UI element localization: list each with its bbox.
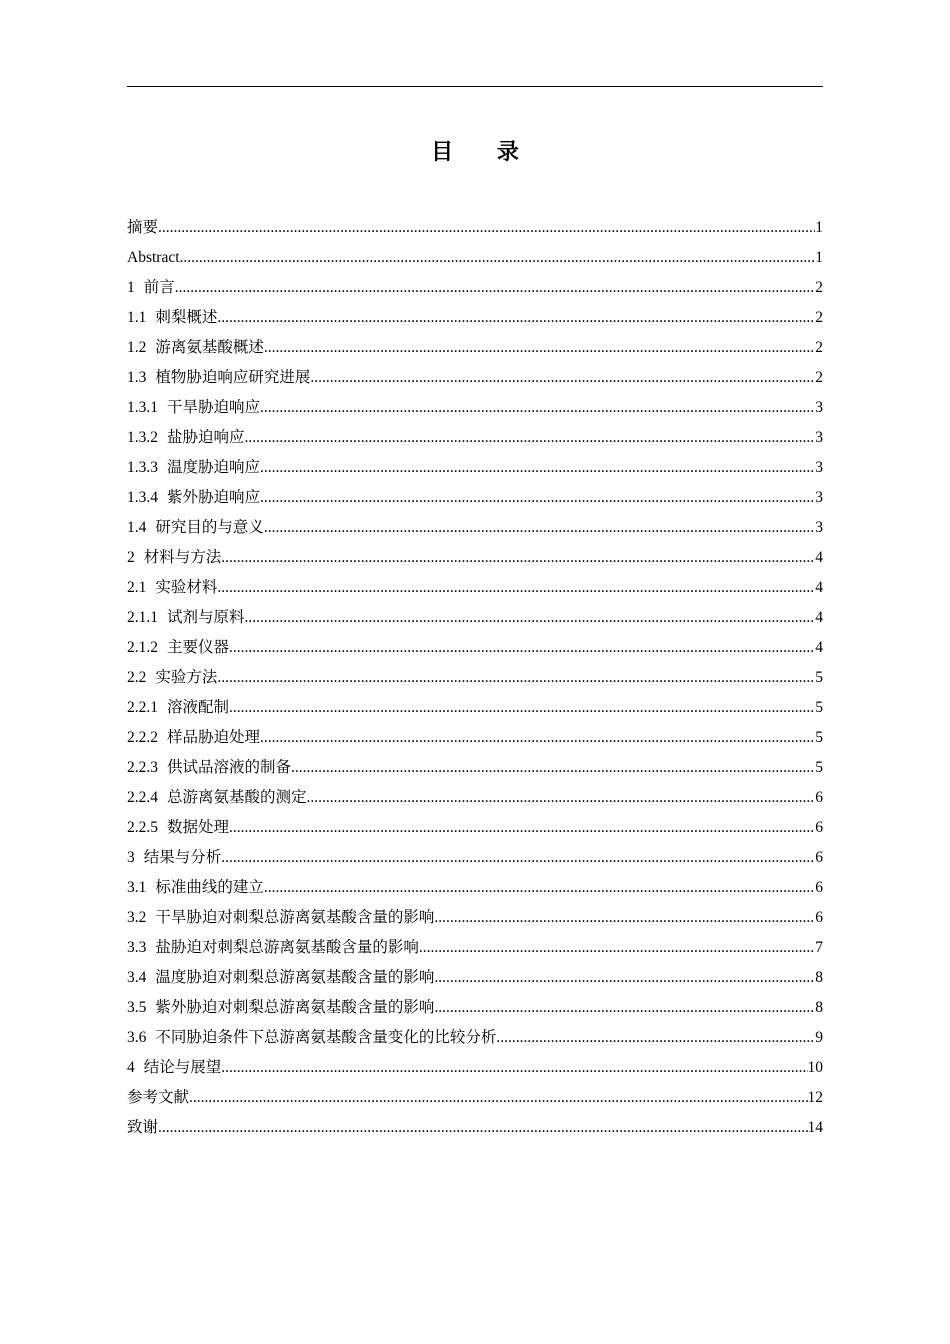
toc-entry-label — [127, 518, 264, 538]
toc-page-number: 6 — [815, 849, 823, 866]
toc-dot-leader — [221, 548, 815, 568]
toc-entry[interactable] — [127, 750, 823, 780]
toc-dot-leader — [307, 788, 816, 808]
toc-page-number: 3 — [815, 429, 823, 446]
table-of-contents — [127, 210, 823, 1140]
toc-section-number: 3.5 — [127, 999, 147, 1016]
toc-section-title: 结论与展望 — [143, 1059, 222, 1076]
toc-dot-leader — [264, 878, 815, 898]
toc-dot-leader — [434, 968, 815, 988]
toc-section-title: 游离氨基酸概述 — [155, 339, 264, 356]
toc-page-number: 8 — [815, 999, 823, 1016]
toc-entry-label — [127, 758, 291, 778]
toc-entry[interactable] — [127, 330, 823, 360]
toc-section-number: 2 — [127, 549, 135, 566]
toc-entry[interactable] — [127, 390, 823, 420]
toc-entry-label — [127, 278, 175, 298]
toc-page-number: 5 — [815, 729, 823, 746]
toc-entry-label — [127, 1118, 158, 1138]
toc-dot-leader — [291, 758, 815, 778]
toc-entry-label — [127, 368, 310, 388]
toc-dot-leader — [217, 578, 815, 598]
toc-dot-leader — [260, 728, 815, 748]
toc-section-number: 4 — [127, 1059, 135, 1076]
toc-entry[interactable] — [127, 300, 823, 330]
toc-section-title: 干旱胁迫对刺梨总游离氨基酸含量的影响 — [155, 909, 435, 926]
toc-page-number: 2 — [815, 279, 823, 296]
toc-entry-label — [127, 638, 229, 658]
toc-section-title: 材料与方法 — [143, 549, 222, 566]
toc-dot-leader — [434, 908, 815, 928]
toc-entry[interactable] — [127, 360, 823, 390]
toc-section-title: 数据处理 — [167, 819, 230, 836]
toc-entry[interactable] — [127, 420, 823, 450]
toc-section-number: 3.4 — [127, 969, 147, 986]
toc-dot-leader — [221, 848, 815, 868]
toc-entry-label — [127, 578, 217, 598]
toc-entry[interactable] — [127, 1020, 823, 1050]
toc-dot-leader — [229, 638, 815, 658]
toc-entry[interactable] — [127, 510, 823, 540]
toc-dot-leader — [419, 938, 815, 958]
toc-section-title: 紫外胁迫响应 — [167, 489, 261, 506]
toc-page-number: 2 — [815, 369, 823, 386]
toc-dot-leader — [264, 338, 815, 358]
toc-section-number: 2.2.1 — [127, 699, 158, 716]
toc-section-number: 3.2 — [127, 909, 147, 926]
toc-section-title: 温度胁迫响应 — [167, 459, 261, 476]
toc-section-title: 致谢 — [127, 1119, 159, 1136]
toc-dot-leader — [260, 488, 815, 508]
toc-entry-label — [127, 608, 245, 628]
toc-section-number: 2.1.1 — [127, 609, 158, 626]
toc-entry-label — [127, 308, 217, 328]
toc-section-title: 紫外胁迫对刺梨总游离氨基酸含量的影响 — [155, 999, 435, 1016]
toc-entry[interactable] — [127, 1080, 823, 1110]
toc-entry[interactable] — [127, 600, 823, 630]
toc-section-number: 3.6 — [127, 1029, 147, 1046]
toc-section-number: 2.2.4 — [127, 789, 158, 806]
toc-page-number: 6 — [815, 789, 823, 806]
toc-entry-label — [127, 218, 158, 238]
toc-section-title: 总游离氨基酸的测定 — [167, 789, 307, 806]
toc-dot-leader — [245, 428, 816, 448]
toc-entry[interactable] — [127, 660, 823, 690]
toc-page-number: 6 — [815, 819, 823, 836]
toc-entry-label — [127, 668, 217, 688]
toc-page-number: 3 — [815, 519, 823, 536]
toc-section-number: 1.3.2 — [127, 429, 158, 446]
toc-page-number: 5 — [815, 699, 823, 716]
toc-entry-label — [127, 878, 264, 898]
toc-entry[interactable] — [127, 480, 823, 510]
toc-dot-leader — [434, 998, 815, 1018]
toc-entry[interactable] — [127, 630, 823, 660]
toc-entry-label — [127, 998, 434, 1018]
toc-page-number: 7 — [815, 939, 823, 956]
toc-entry-label — [127, 1028, 496, 1048]
toc-page-number: 4 — [815, 609, 823, 626]
toc-entry[interactable] — [127, 240, 823, 270]
toc-entry-label — [127, 1058, 221, 1078]
toc-section-title: 标准曲线的建立 — [155, 879, 264, 896]
toc-entry[interactable] — [127, 210, 823, 240]
toc-section-title: 实验方法 — [155, 669, 218, 686]
toc-dot-leader — [217, 668, 815, 688]
toc-entry-label — [127, 488, 260, 508]
toc-page-number: 5 — [815, 759, 823, 776]
toc-section-number: 1.3.1 — [127, 399, 158, 416]
toc-entry[interactable] — [127, 1050, 823, 1080]
toc-entry-label — [127, 698, 229, 718]
toc-section-title: 试剂与原料 — [167, 609, 245, 626]
toc-dot-leader — [217, 308, 815, 328]
toc-page-number: 4 — [815, 639, 823, 656]
toc-entry[interactable] — [127, 990, 823, 1020]
toc-section-title: 主要仪器 — [167, 639, 230, 656]
toc-dot-leader — [310, 368, 815, 388]
toc-dot-leader — [229, 698, 815, 718]
toc-page-number: 3 — [815, 459, 823, 476]
toc-entry-label — [127, 1088, 189, 1108]
page-title: 目 录 — [431, 140, 537, 165]
toc-section-number: 1.3.4 — [127, 489, 158, 506]
toc-section-title: 摘要 — [127, 219, 159, 236]
toc-page-number: 14 — [807, 1119, 823, 1136]
toc-page-number: 2 — [815, 309, 823, 326]
toc-entry[interactable] — [127, 1110, 823, 1140]
toc-dot-leader — [221, 1058, 807, 1078]
toc-entry[interactable] — [127, 570, 823, 600]
toc-section-title: 干旱胁迫响应 — [167, 399, 261, 416]
toc-entry[interactable] — [127, 930, 823, 960]
toc-dot-leader — [175, 278, 815, 298]
toc-entry[interactable] — [127, 540, 823, 570]
toc-section-number: 2.1.2 — [127, 639, 158, 656]
toc-dot-leader — [158, 1118, 807, 1138]
toc-page-number: 9 — [815, 1029, 823, 1046]
toc-page-number: 1 — [815, 249, 823, 266]
toc-page-number: 1 — [815, 219, 823, 236]
toc-section-title: 温度胁迫对刺梨总游离氨基酸含量的影响 — [155, 969, 435, 986]
toc-entry-label — [127, 458, 260, 478]
toc-entry[interactable] — [127, 960, 823, 990]
toc-section-title: 盐胁迫对刺梨总游离氨基酸含量的影响 — [155, 939, 419, 956]
toc-entry-label — [127, 398, 260, 418]
toc-section-number: 2.2 — [127, 669, 147, 686]
toc-dot-leader — [496, 1028, 815, 1048]
toc-entry-label — [127, 968, 434, 988]
toc-page-number: 12 — [807, 1089, 823, 1106]
header-rule — [127, 86, 823, 87]
toc-section-number: 1.2 — [127, 339, 147, 356]
toc-entry[interactable] — [127, 720, 823, 750]
toc-section-title: 参考文献 — [127, 1089, 190, 1106]
toc-section-number: 3.1 — [127, 879, 147, 896]
toc-section-title: 溶液配制 — [167, 699, 230, 716]
toc-entry-label — [127, 248, 180, 268]
toc-entry-label — [127, 548, 221, 568]
toc-section-title: 不同胁迫条件下总游离氨基酸含量变化的比较分析 — [155, 1029, 497, 1046]
toc-dot-leader — [158, 218, 815, 238]
toc-entry-label — [127, 938, 419, 958]
toc-page-number: 4 — [815, 549, 823, 566]
toc-page-number: 3 — [815, 399, 823, 416]
toc-entry[interactable] — [127, 840, 823, 870]
toc-entry[interactable] — [127, 450, 823, 480]
toc-dot-leader — [245, 608, 816, 628]
toc-page-number: 4 — [815, 579, 823, 596]
toc-section-number: 1.4 — [127, 519, 147, 536]
toc-section-number: 3.3 — [127, 939, 147, 956]
toc-dot-leader — [264, 518, 815, 538]
toc-section-number: 1 — [127, 279, 135, 296]
toc-section-number: 3 — [127, 849, 135, 866]
toc-page-number: 8 — [815, 969, 823, 986]
toc-section-number: 2.1 — [127, 579, 147, 596]
toc-dot-leader — [180, 248, 816, 268]
toc-dot-leader — [229, 818, 815, 838]
toc-entry-label — [127, 728, 260, 748]
toc-section-number: 2.2.2 — [127, 729, 158, 746]
toc-entry[interactable] — [127, 780, 823, 810]
toc-page-number: 6 — [815, 879, 823, 896]
toc-page-number: 5 — [815, 669, 823, 686]
toc-section-title: 盐胁迫响应 — [167, 429, 245, 446]
toc-entry-label — [127, 788, 307, 808]
toc-page-number: 3 — [815, 489, 823, 506]
toc-entry-label — [127, 848, 221, 868]
toc-dot-leader — [189, 1088, 807, 1108]
toc-entry[interactable] — [127, 810, 823, 840]
toc-section-title: 实验材料 — [155, 579, 218, 596]
toc-section-title: 刺梨概述 — [155, 309, 218, 326]
toc-entry-label — [127, 338, 264, 358]
toc-section-number: 1.3 — [127, 369, 147, 386]
toc-page-number: 6 — [815, 909, 823, 926]
toc-section-title: 结果与分析 — [143, 849, 222, 866]
toc-page-number: 10 — [807, 1059, 823, 1076]
toc-entry[interactable] — [127, 900, 823, 930]
toc-section-number: 2.2.3 — [127, 759, 158, 776]
toc-dot-leader — [260, 458, 815, 478]
toc-entry-label — [127, 908, 434, 928]
toc-dot-leader — [260, 398, 815, 418]
toc-entry[interactable] — [127, 870, 823, 900]
toc-section-number: 1.3.3 — [127, 459, 158, 476]
toc-entry-label — [127, 818, 229, 838]
toc-page-number: 2 — [815, 339, 823, 356]
toc-section-title: 供试品溶液的制备 — [167, 759, 292, 776]
toc-section-number: 2.2.5 — [127, 819, 158, 836]
toc-section-title: Abstract — [127, 249, 180, 266]
toc-entry-label — [127, 428, 245, 448]
toc-section-number: 1.1 — [127, 309, 147, 326]
toc-entry[interactable] — [127, 270, 823, 300]
toc-section-title: 样品胁迫处理 — [167, 729, 261, 746]
toc-section-title: 研究目的与意义 — [155, 519, 264, 536]
toc-section-title: 前言 — [143, 279, 175, 296]
toc-section-title: 植物胁迫响应研究进展 — [155, 369, 311, 386]
toc-entry[interactable] — [127, 690, 823, 720]
